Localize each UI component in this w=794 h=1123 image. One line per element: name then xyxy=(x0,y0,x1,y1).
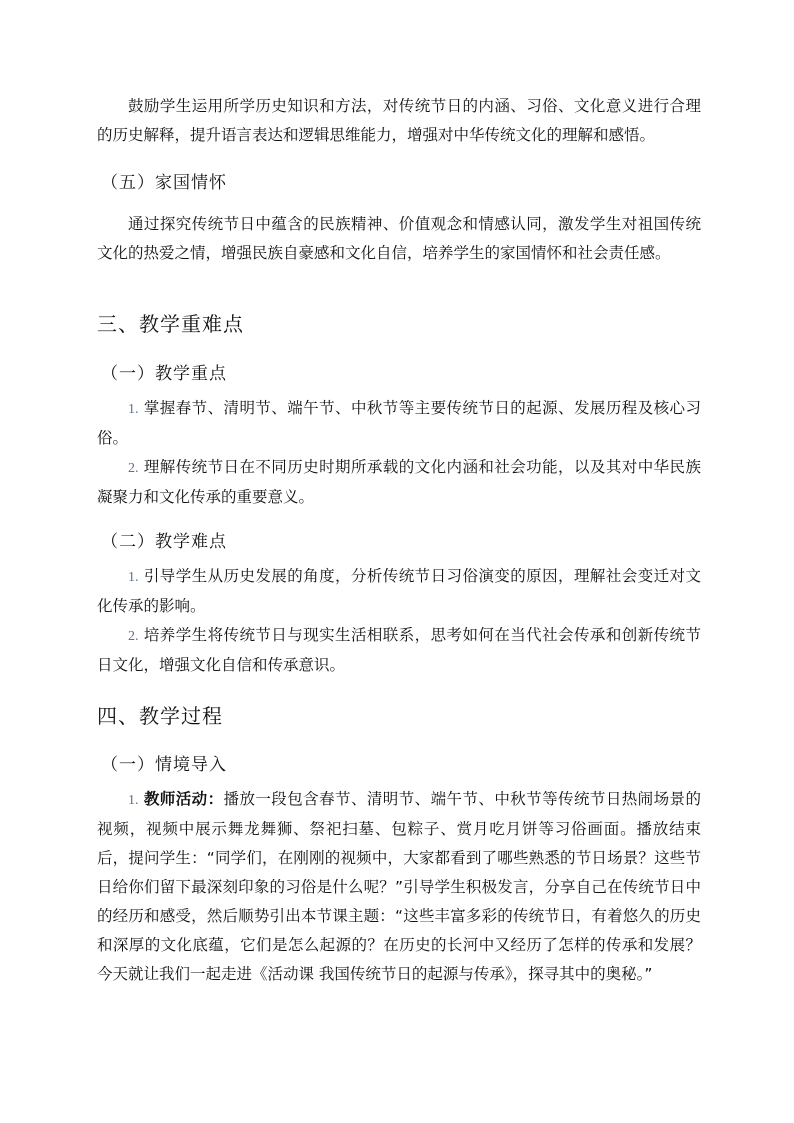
difficult-point-item xyxy=(97,621,701,680)
item-number: 1. xyxy=(128,402,139,417)
intro-paragraph: 鼓励学生运用所学历史知识和方法，对传统节日的内涵、习俗、文化意义进行合理的历史解释，提升语言表达和逻辑思维能力，增强对中华传统文化的理解和感悟。 xyxy=(97,97,701,144)
item-text: 理解传统节日在不同历史时期所承载的文化内涵和社会功能，以及其对中华民族凝聚力和文化传承的重要意义。 xyxy=(97,458,701,506)
difficult-points-heading: （二）教学难点 xyxy=(101,532,227,552)
item-number: 2. xyxy=(128,629,139,644)
item-text: 掌握春节、清明节、端午节、中秋节等主要传统节日的起源、发展历程及核心习俗。 xyxy=(97,399,701,447)
key-point-item xyxy=(97,453,701,512)
item-text: 播放一段包含春节、清明节、端午节、中秋节等传统节日热闹场景的视频，视频中展示舞龙舞狮、祭祀扫墓、包粽子、赏月吃月饼等习俗画面。播放结束后，提问学生：“同学们，在刚刚的视频中，大家都看到了哪些熟悉的节日场景？这些节日给你们留下最深刻印象的习俗是什么呢？”引导学生积极发言，分享自己在传统节日中的经历和感受，然后顺势引出本节课主题：“这些丰富多彩的传统节日，有着悠久的历史和深厚的文化底蕴，它们是怎么起源的？在历史的长河中又经历了怎样的传承和发展？今天就让我们一起走进《活动课 我国传统节日的起源与传承》，探寻其中的奥秘。” xyxy=(97,790,701,983)
key-point-item xyxy=(97,394,701,453)
item-number: 1. xyxy=(128,793,139,808)
teacher-activity-item xyxy=(97,785,701,989)
item-number: 2. xyxy=(128,461,139,476)
teacher-activity-label: 教师活动： xyxy=(143,790,224,808)
difficult-point-item xyxy=(97,562,701,621)
item-text: 引导学生从历史发展的角度，分析传统节日习俗演变的原因，理解社会变迁对文化传承的影响。 xyxy=(97,567,701,615)
section-five-paragraph: 通过探究传统节日中蕴含的民族精神、价值观念和情感认同，激发学生对祖国传统文化的热爱之情，增强民族自豪感和文化自信，培养学生的家国情怀和社会责任感。 xyxy=(97,215,701,262)
key-points-heading: （一）教学重点 xyxy=(101,364,227,384)
section-four-heading: 四、教学过程 xyxy=(97,704,223,728)
item-text: 培养学生将传统节日与现实生活相联系，思考如何在当代社会传承和创新传统节日文化，增强文化自信和传承意识。 xyxy=(97,626,701,674)
scenario-intro-heading: （一）情境导入 xyxy=(101,755,227,775)
section-three-heading: 三、教学重难点 xyxy=(97,312,244,336)
section-five-heading: （五）家国情怀 xyxy=(101,173,227,193)
item-number: 1. xyxy=(128,570,139,585)
